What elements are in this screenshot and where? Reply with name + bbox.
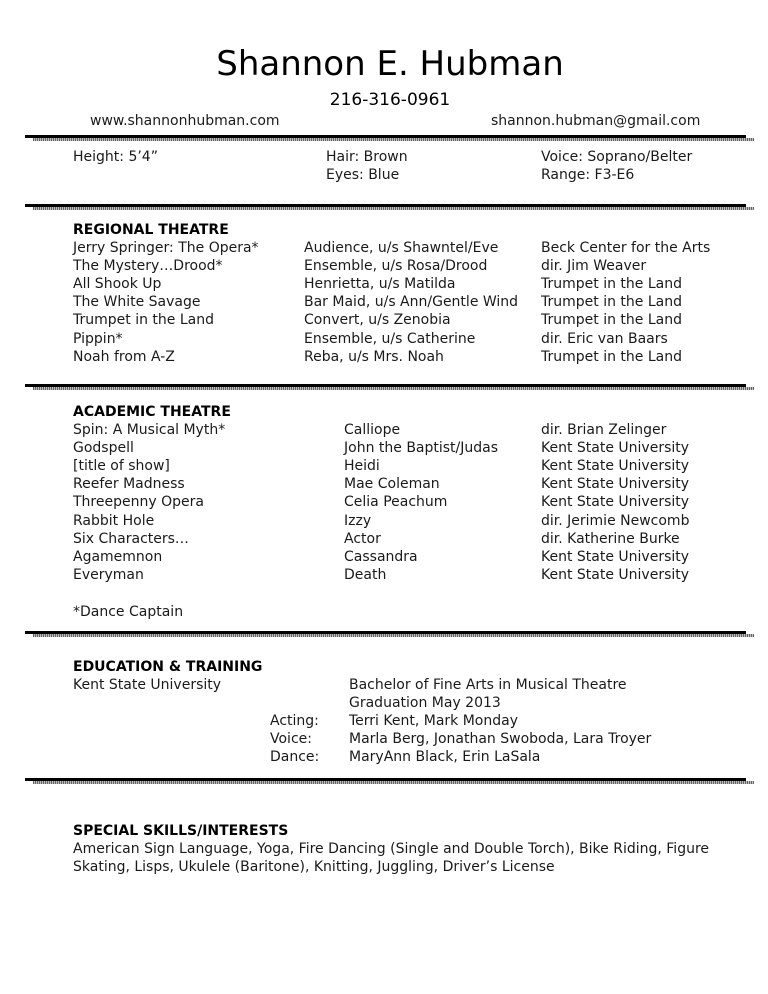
education-graduation: Graduation May 2013 bbox=[349, 695, 501, 711]
skills-line: Skating, Lisps, Ukulele (Baritone), Knitting, Juggling, Driver’s License bbox=[73, 859, 555, 875]
credit-venue: dir. Katherine Burke bbox=[541, 530, 680, 547]
training-label: Acting: bbox=[270, 713, 319, 729]
phone-number: 216-316-0961 bbox=[329, 90, 451, 110]
credit-role: Celia Peachum bbox=[344, 494, 448, 511]
skills-line: American Sign Language, Yoga, Fire Dancing (Single and Double Torch), Bike Riding, Figure bbox=[73, 841, 710, 857]
credit-role: Actor bbox=[344, 530, 381, 547]
credit-venue: dir. Jerimie Newcomb bbox=[541, 512, 690, 529]
credit-show: Everyman bbox=[73, 566, 144, 583]
credit-show: Trumpet in the Land bbox=[73, 312, 214, 329]
credit-role: Ensemble, u/s Rosa/Drood bbox=[304, 258, 488, 275]
credit-show: Pippin* bbox=[73, 330, 123, 347]
stat-range: Range: F3-E6 bbox=[541, 167, 635, 183]
stat-hair: Hair: Brown bbox=[326, 149, 408, 165]
credit-show: Noah from A-Z bbox=[73, 348, 175, 365]
credit-role: Izzy bbox=[344, 512, 372, 529]
stat-voice: Voice: Soprano/Belter bbox=[541, 149, 693, 165]
credit-venue: Kent State University bbox=[541, 458, 690, 475]
credit-role: Audience, u/s Shawntel/Eve bbox=[304, 240, 499, 256]
training-label: Dance: bbox=[270, 749, 320, 765]
credit-venue: Kent State University bbox=[541, 548, 690, 565]
training-instructors: Marla Berg, Jonathan Swoboda, Lara Troyer bbox=[349, 731, 652, 747]
divider bbox=[25, 135, 746, 138]
credit-venue: Trumpet in the Land bbox=[541, 312, 682, 329]
section-heading-skills: SPECIAL SKILLS/INTERESTS bbox=[73, 823, 289, 839]
email-link[interactable]: shannon.hubman@gmail.com bbox=[491, 113, 701, 129]
credit-role: Ensemble, u/s Catherine bbox=[304, 330, 476, 347]
credit-show: Six Characters… bbox=[73, 530, 189, 547]
credit-role: Calliope bbox=[344, 422, 401, 438]
divider bbox=[25, 384, 746, 387]
credit-venue: dir. Brian Zelinger bbox=[541, 422, 667, 438]
credit-venue: Beck Center for the Arts bbox=[541, 240, 711, 256]
credit-show: Rabbit Hole bbox=[73, 512, 155, 529]
credit-venue: Trumpet in the Land bbox=[541, 276, 682, 293]
section-heading-academic: ACADEMIC THEATRE bbox=[73, 404, 231, 420]
credit-venue: Kent State University bbox=[541, 494, 690, 511]
divider bbox=[25, 631, 746, 634]
section-heading-education: EDUCATION & TRAINING bbox=[73, 659, 263, 675]
credit-show: Reefer Madness bbox=[73, 476, 185, 493]
credit-venue: Kent State University bbox=[541, 476, 690, 493]
credit-show: The White Savage bbox=[73, 294, 201, 311]
section-heading-regional: REGIONAL THEATRE bbox=[73, 222, 229, 238]
credit-show: [title of show] bbox=[73, 458, 170, 475]
education-school: Kent State University bbox=[73, 677, 222, 693]
footnote: *Dance Captain bbox=[73, 604, 184, 620]
credit-role: Reba, u/s Mrs. Noah bbox=[304, 348, 444, 365]
training-instructors: Terri Kent, Mark Monday bbox=[349, 713, 518, 729]
credit-show: The Mystery…Drood* bbox=[73, 258, 223, 275]
credit-role: Heidi bbox=[344, 458, 380, 475]
divider bbox=[25, 778, 746, 781]
credit-role: Convert, u/s Zenobia bbox=[304, 312, 451, 329]
credit-role: Bar Maid, u/s Ann/Gentle Wind bbox=[304, 294, 519, 311]
credit-role: Cassandra bbox=[344, 548, 418, 565]
credit-show: Spin: A Musical Myth* bbox=[73, 422, 226, 438]
credit-show: Jerry Springer: The Opera* bbox=[73, 240, 259, 256]
training-instructors: MaryAnn Black, Erin LaSala bbox=[349, 749, 541, 765]
credit-show: Threepenny Opera bbox=[73, 494, 204, 511]
credit-venue: Kent State University bbox=[541, 440, 690, 457]
education-degree: Bachelor of Fine Arts in Musical Theatre bbox=[349, 677, 627, 693]
credit-show: All Shook Up bbox=[73, 276, 162, 293]
credit-venue: dir. Jim Weaver bbox=[541, 258, 647, 275]
credit-venue: Kent State University bbox=[541, 566, 690, 583]
credit-venue: dir. Eric van Baars bbox=[541, 330, 668, 347]
training-label: Voice: bbox=[270, 731, 312, 747]
credit-role: Death bbox=[344, 566, 387, 583]
credit-venue: Trumpet in the Land bbox=[541, 294, 682, 311]
credit-role: Mae Coleman bbox=[344, 476, 440, 493]
stat-eyes: Eyes: Blue bbox=[326, 167, 400, 183]
divider bbox=[25, 204, 746, 207]
credit-venue: Trumpet in the Land bbox=[541, 348, 682, 365]
credit-role: John the Baptist/Judas bbox=[344, 440, 499, 457]
resume-name: Shannon E. Hubman bbox=[216, 44, 564, 84]
website-link[interactable]: www.shannonhubman.com bbox=[90, 113, 280, 129]
credit-role: Henrietta, u/s Matilda bbox=[304, 276, 456, 293]
credit-show: Godspell bbox=[73, 440, 134, 457]
stat-height: Height: 5’4” bbox=[73, 149, 158, 165]
credit-show: Agamemnon bbox=[73, 548, 163, 565]
